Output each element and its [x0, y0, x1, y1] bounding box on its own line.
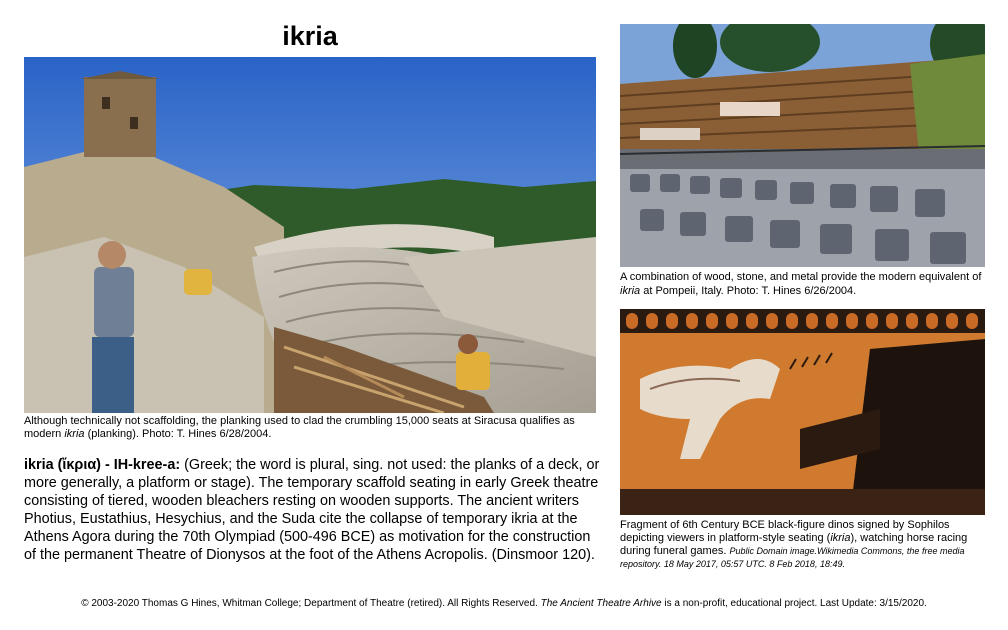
pompeii-caption: A combination of wood, stone, and metal provide the modern equivalent of ikria at Pompeii, Italy. Photo: T. Hines 6/26/2004.	[620, 271, 982, 297]
footer-copyright: © 2003-2020 Thomas G Hines, Whitman College; Department of Theatre (retired). All Rights Reserved. The Ancient Theatre Arhive is a non-profit, educational project. Last Update: 3/15/2020.	[81, 598, 927, 609]
theatre-at-siracusa-photo	[24, 57, 596, 413]
definition-text: (Greek; the word is plural, sing. not used: the planks of a deck, or more generally, a platform or stage). The temporary scaffold seating in early Greek theatre consisting of tiered, wooden bleachers resting on wooden supports. The ancient writers Photius, Eustathius, Hesychius, and the Suda cite the collapse of temporary ikria at the Athens Agora during the 70th Olympiad (500-496 BCE) as motivation for the construction of the permanent Theatre of Dionysos at the foot of the Athens Acropolis. (Dinsmoor 120).	[24, 457, 600, 563]
pompeii-theatre-seating-photo	[620, 24, 985, 267]
definition-paragraph	[24, 456, 604, 564]
image-credit: Public Domain image.Wikimedia Commons, the free media repository. 18 May 2017, 05:57 UTC. 8 Feb 2018, 18:49.	[620, 546, 965, 569]
definition-term: ikria (ἴκρια) - IH-kree-a:	[24, 457, 181, 473]
siracusa-caption: Although technically not scaffolding, the planking used to clad the crumbling 15,000 seats at Siracusa qualifies as modern ikria (planking). Photo: T. Hines 6/28/2004.	[24, 415, 575, 440]
dinos-caption: Fragment of 6th Century BCE black-figure dinos signed by Sophilos depicting viewers in platform-style seating (ikria), watching horse racing during funeral games. Public Domain image.Wikimedia Commons, the free media repository. 18 May 2017, 05:57 UTC. 8 Feb 2018, 18:49.	[620, 519, 968, 569]
black-figure-dinos-fragment-photo	[620, 309, 985, 515]
page-title: ikria	[282, 21, 338, 51]
